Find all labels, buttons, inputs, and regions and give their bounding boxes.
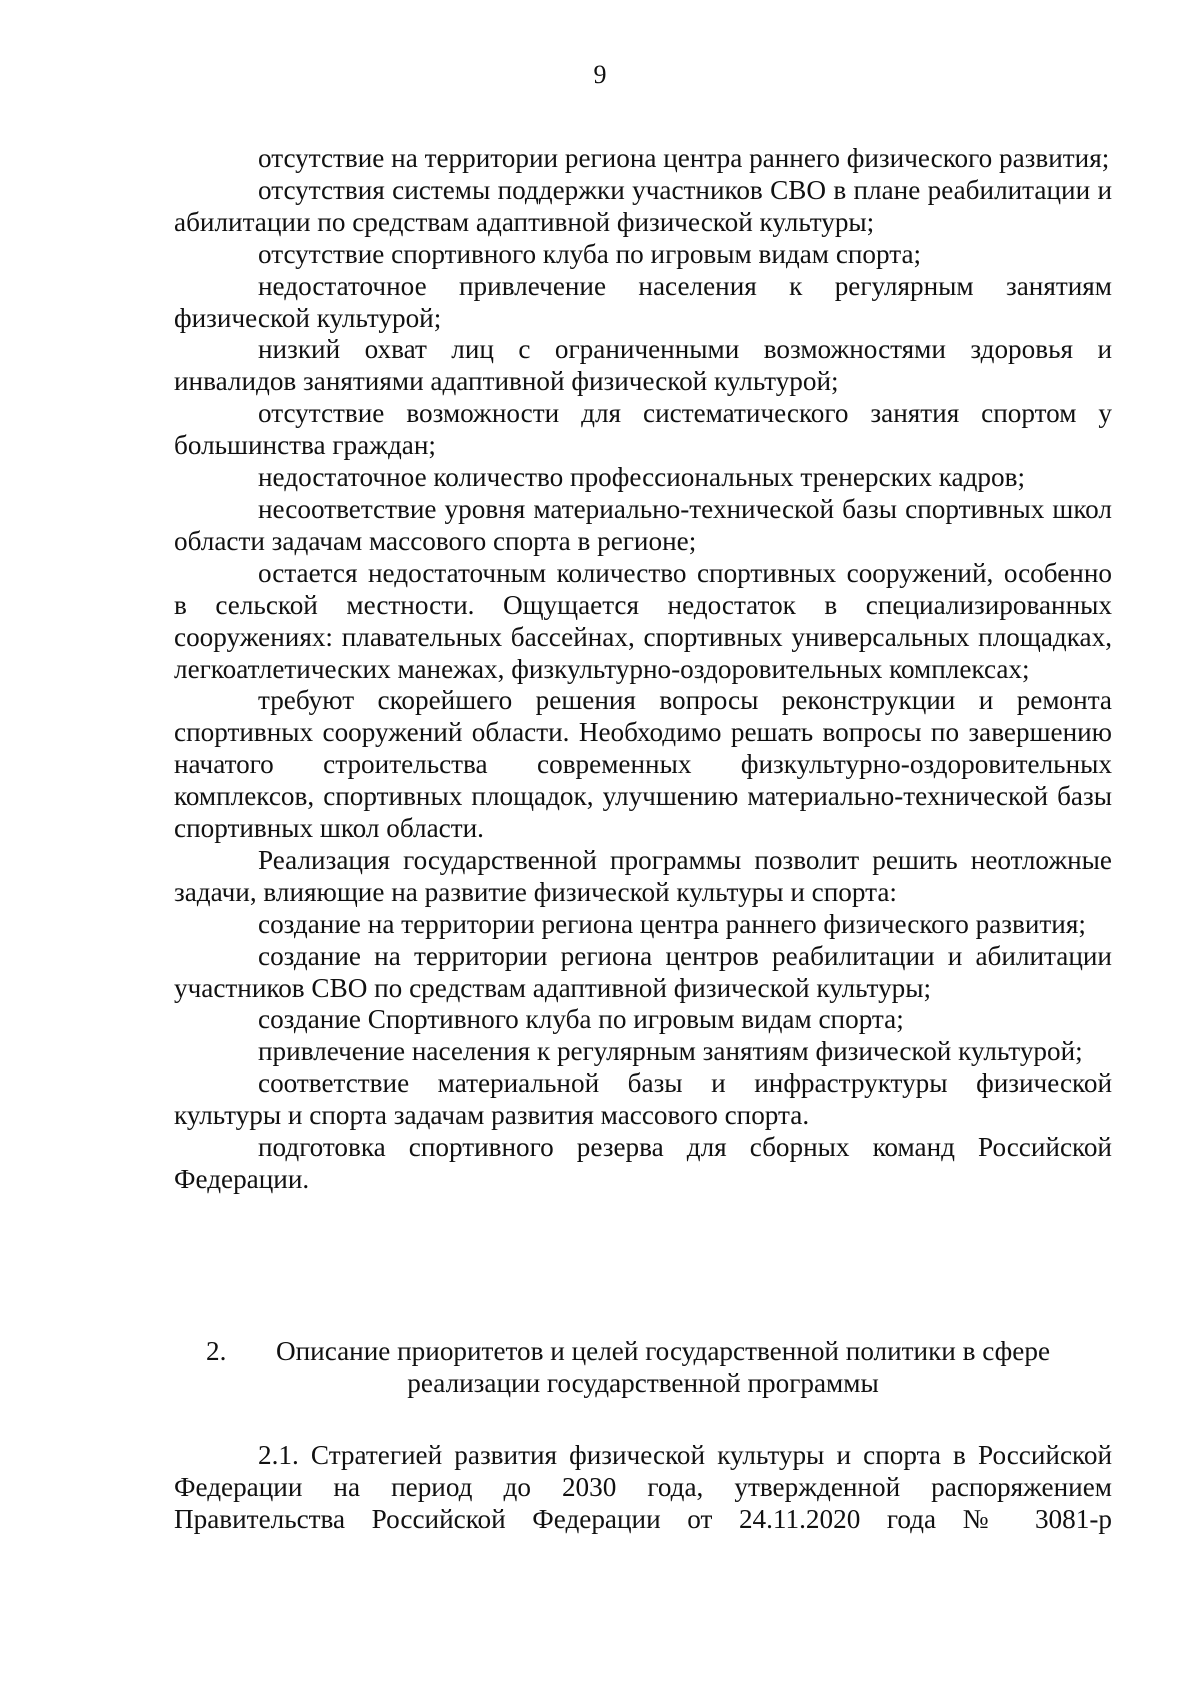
paragraph-11: Реализация государственной программы позволит решить неотложные задачи, влияющие на развитие физической культуры и спорта: — [174, 844, 1112, 907]
paragraph-5: низкий охват лиц с ограниченными возможностями здоровья и инвалидов занятиями адаптивной физической культурой; — [174, 334, 1112, 397]
paragraph-1: отсутствие на территории региона центра раннего физического развития; — [258, 143, 1110, 173]
section-number: 2. — [206, 1336, 227, 1366]
paragraph-6: отсутствие возможности для систематического занятия спортом у большинства граждан; — [174, 398, 1112, 461]
paragraph-7: недостаточное количество профессиональных тренерских кадров; — [258, 462, 1025, 493]
paragraph-17: подготовка спортивного резерва для сборных команд Российской Федерации. — [174, 1132, 1112, 1194]
paragraph-8: несоответствие уровня материально-технической базы спортивных школ области задачам массового спорта в регионе; — [174, 493, 1112, 556]
body-text — [174, 143, 1112, 1196]
page-number: 9 — [593, 60, 607, 89]
section-title-line-1: Описание приоритетов и целей государственной политики в сфере — [275, 1336, 1051, 1366]
paragraph-13: создание на территории региона центров реабилитации и абилитации участников СВО по средствам адаптивной физической культуры; — [174, 940, 1112, 1003]
section-body — [174, 1440, 1112, 1536]
paragraph-2: отсутствия системы поддержки участников СВО в плане реабилитации и абилитации по средствам адаптивной физической культуры; — [174, 174, 1112, 237]
paragraph-9: остается недостаточным количество спортивных сооружений, особенно в сельской местности. Ощущается недостаток в специализированных сооружениях: плавательных бассейнах, спортивных универсальных площадках, легкоатлетических манежах, физкультурно-оздоровительных комплексах; — [174, 557, 1112, 684]
section-paragraph: 2.1. Стратегией развития физической культуры и спорта в Российской Федерации на период до 2030 года, утвержденной распоряжением Правительства Российской Федерации от 24.11.2020 года № 3081-р — [174, 1440, 1112, 1534]
paragraph-15: привлечение населения к регулярным занятиям физической культурой; — [258, 1036, 1083, 1067]
paragraph-3: отсутствие спортивного клуба по игровым видам спорта; — [258, 238, 922, 269]
paragraph-12: создание на территории региона центра раннего физического развития; — [258, 908, 1086, 939]
section-heading — [174, 1335, 1112, 1399]
paragraph-14: создание Спортивного клуба по игровым видам спорта; — [258, 1004, 904, 1035]
paragraph-10: требуют скорейшего решения вопросы реконструкции и ремонта спортивных сооружений области. Необходимо решать вопросы по завершению начатого строительства современных физкультурно-оздоровительных комплексов, спортивных площадок, улучшению материально-технической базы спортивных школ области. — [174, 685, 1112, 844]
paragraph-16: соответствие материальной базы и инфраструктуры физической культуры и спорта задачам развития массового спорта. — [174, 1068, 1112, 1131]
section-title-line-2: реализации государственной программы — [407, 1368, 879, 1398]
section-heading-line-1 — [174, 1335, 1112, 1367]
paragraph-4: недостаточное привлечение населения к регулярным занятиям физической культурой; — [174, 270, 1112, 333]
